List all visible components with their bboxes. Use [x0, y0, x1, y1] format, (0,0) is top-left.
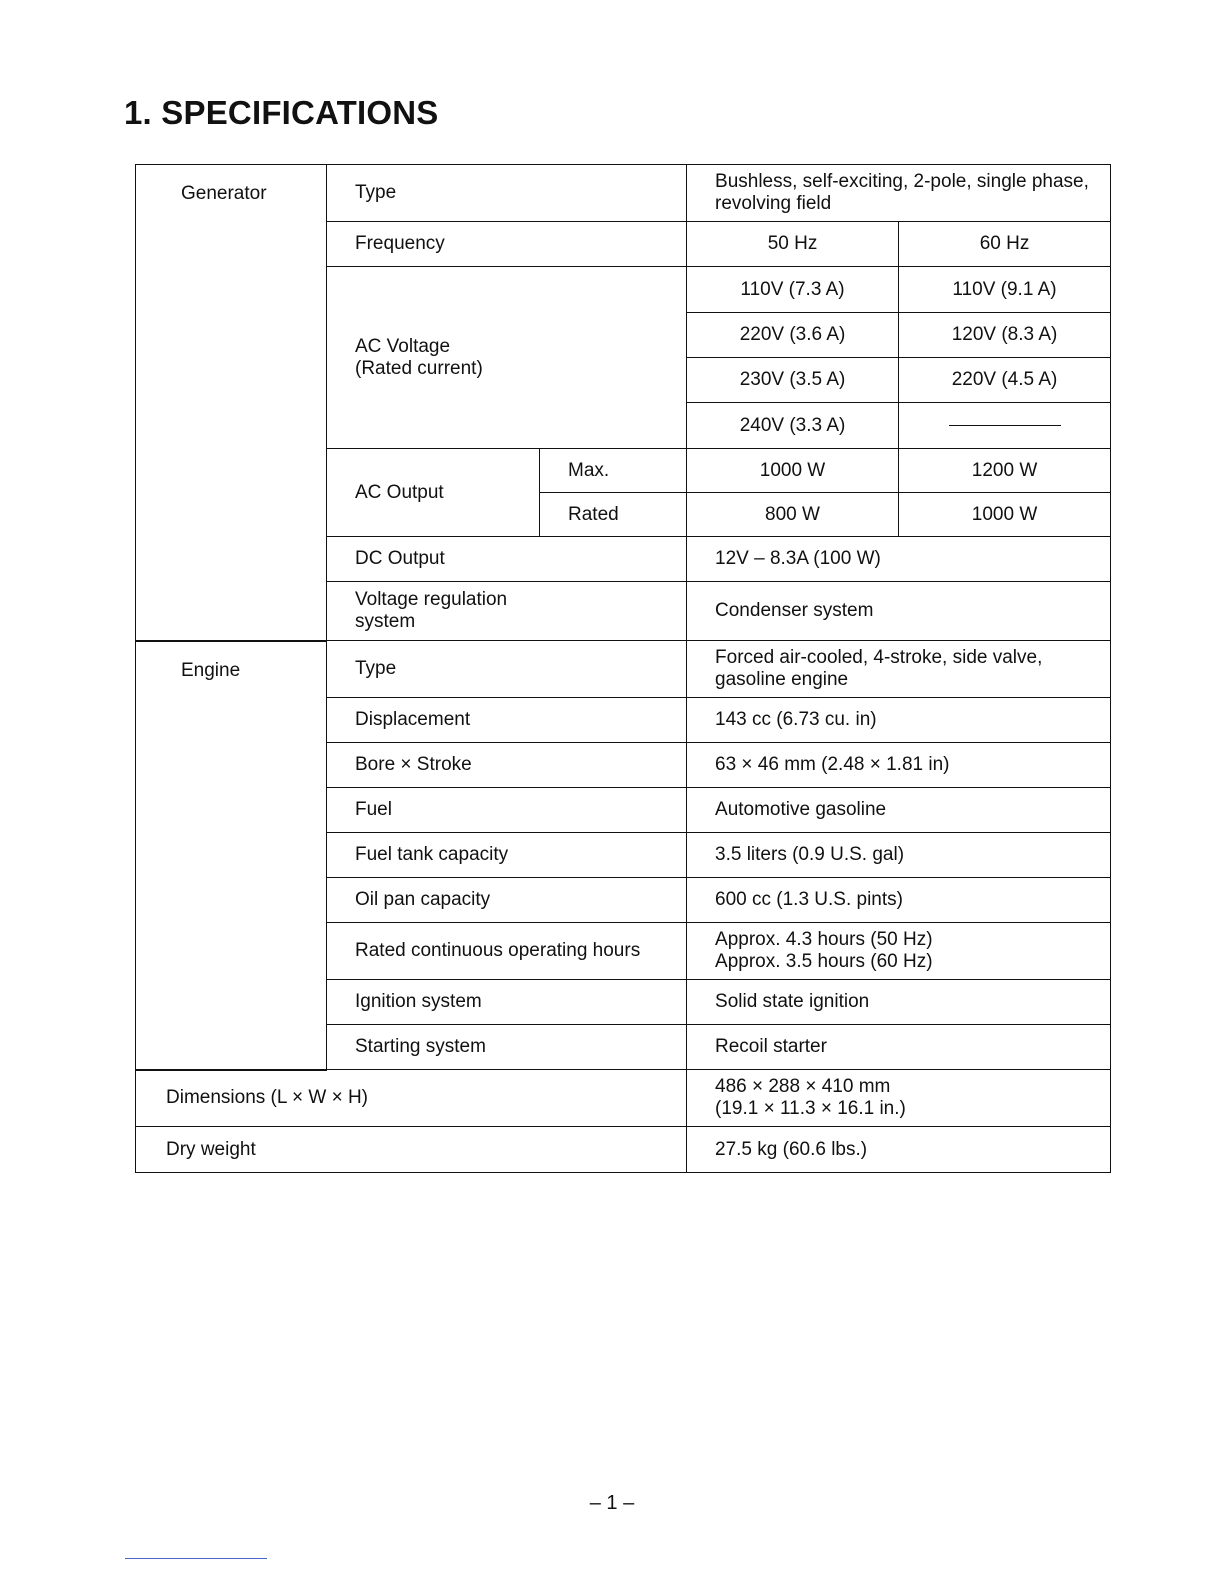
operating-hours-50hz: Approx. 4.3 hours (50 Hz)	[715, 929, 933, 950]
table-row	[136, 1127, 1111, 1173]
spec-label: DC Output	[327, 537, 687, 582]
specifications-table	[135, 164, 1111, 1173]
spec-value: 12V – 8.3A (100 W)	[687, 537, 1111, 582]
spec-value: 27.5 kg (60.6 lbs.)	[687, 1127, 1111, 1173]
spec-value: 1000 W	[899, 493, 1111, 537]
spec-label: Starting system	[327, 1025, 687, 1070]
spec-value: 63 × 46 mm (2.48 × 1.81 in)	[687, 743, 1111, 788]
spec-value: 1000 W	[687, 449, 899, 493]
spec-value: Forced air-cooled, 4-stroke, side valve, gasoline engine	[687, 641, 1111, 698]
spec-label: Frequency	[327, 222, 687, 267]
dimensions-metric: 486 × 288 × 410 mm	[715, 1076, 891, 1097]
spec-value: Condenser system	[687, 582, 1111, 641]
spec-value: 220V (3.6 A)	[687, 313, 899, 358]
spec-label	[327, 582, 687, 641]
spec-label: Fuel tank capacity	[327, 833, 687, 878]
spec-label: Dimensions (L × W × H)	[136, 1070, 687, 1127]
spec-value: 800 W	[687, 493, 899, 537]
spec-label	[327, 267, 687, 449]
spec-value: 600 cc (1.3 U.S. pints)	[687, 878, 1111, 923]
spec-value: Solid state ignition	[687, 980, 1111, 1025]
spec-value: 220V (4.5 A)	[899, 358, 1111, 403]
spec-label: Ignition system	[327, 980, 687, 1025]
page-title: 1. SPECIFICATIONS	[124, 94, 439, 131]
spec-label: Displacement	[327, 698, 687, 743]
operating-hours-60hz: Approx. 3.5 hours (60 Hz)	[715, 951, 933, 972]
table-row	[136, 1070, 1111, 1127]
spec-label: Type	[327, 641, 687, 698]
category-generator: Generator	[136, 165, 327, 641]
dimensions-imperial: (19.1 × 11.3 × 16.1 in.)	[715, 1098, 906, 1119]
spec-value: 3.5 liters (0.9 U.S. gal)	[687, 833, 1111, 878]
spec-value: Recoil starter	[687, 1025, 1111, 1070]
ac-voltage-label: AC Voltage (Rated current)	[355, 335, 483, 379]
spec-value: Bushless, self-exciting, 2-pole, single phase, revolving field	[687, 165, 1111, 222]
category-engine: Engine	[136, 641, 327, 1070]
spec-label: Type	[327, 165, 687, 222]
spec-value: 230V (3.5 A)	[687, 358, 899, 403]
not-applicable-dash	[899, 403, 1111, 449]
spec-value: 120V (8.3 A)	[899, 313, 1111, 358]
spec-sublabel: Rated	[540, 493, 687, 537]
frequency-60hz-header: 60 Hz	[899, 222, 1111, 267]
footer-divider	[125, 1558, 267, 1559]
spec-value: 110V (7.3 A)	[687, 267, 899, 313]
spec-label: Oil pan capacity	[327, 878, 687, 923]
spec-label: Bore × Stroke	[327, 743, 687, 788]
spec-label: Fuel	[327, 788, 687, 833]
voltage-regulation-label: Voltage regulation system	[355, 589, 508, 632]
table-row	[136, 165, 1111, 222]
spec-value: 110V (9.1 A)	[899, 267, 1111, 313]
spec-label: Dry weight	[136, 1127, 687, 1173]
spec-sublabel: Max.	[540, 449, 687, 493]
spec-value: Automotive gasoline	[687, 788, 1111, 833]
spec-value: 1200 W	[899, 449, 1111, 493]
spec-label: AC Output	[327, 449, 540, 537]
spec-value: 240V (3.3 A)	[687, 403, 899, 449]
page-number: – 1 –	[589, 1492, 635, 1514]
spec-label: Rated continuous operating hours	[327, 923, 687, 980]
table-row	[136, 641, 1111, 698]
spec-value	[687, 923, 1111, 980]
frequency-50hz-header: 50 Hz	[687, 222, 899, 267]
spec-value	[687, 1070, 1111, 1127]
spec-value: 143 cc (6.73 cu. in)	[687, 698, 1111, 743]
